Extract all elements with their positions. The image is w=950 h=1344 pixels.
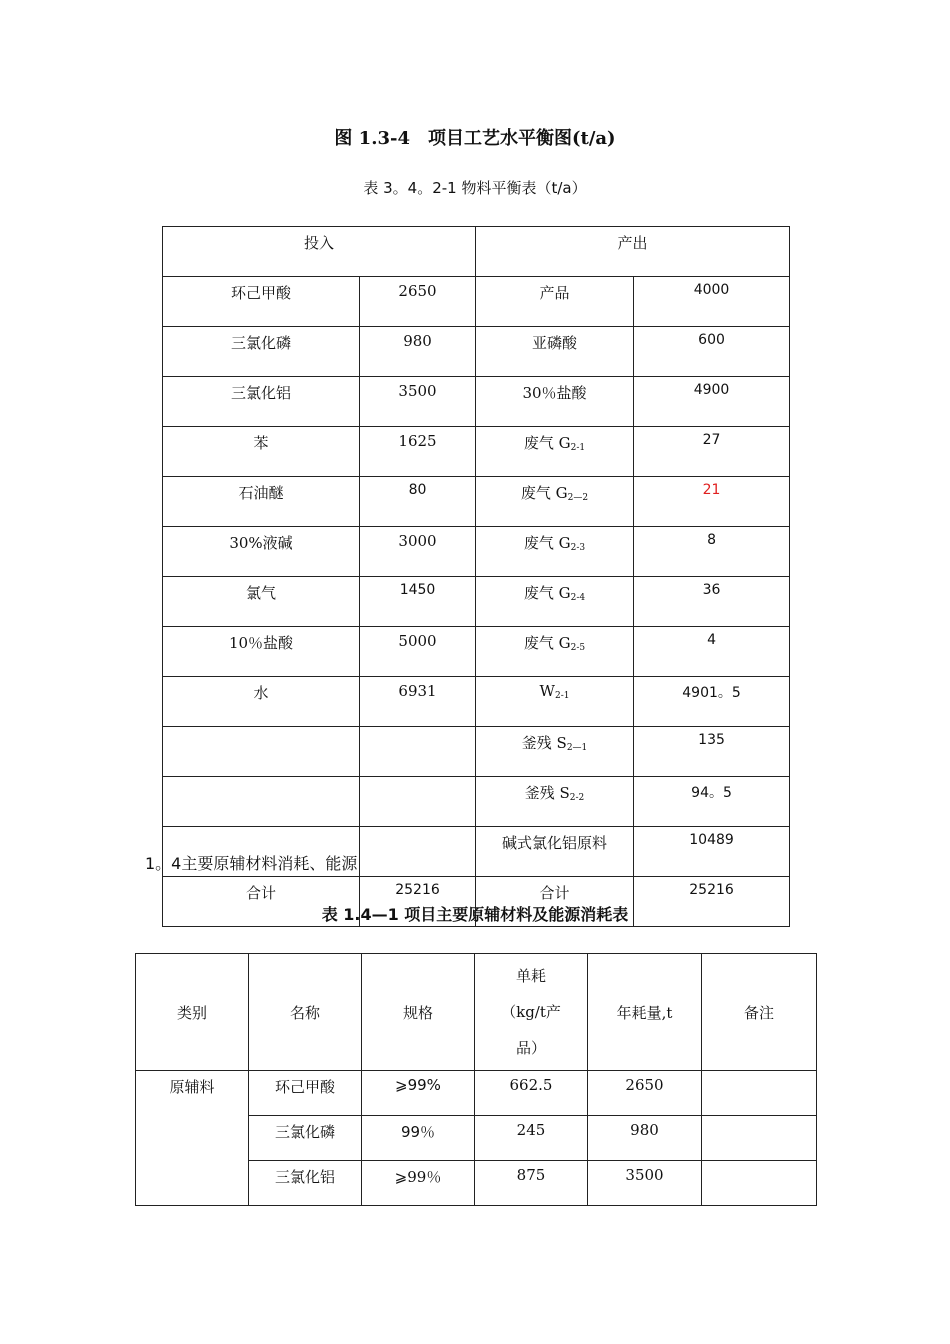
output-value: 10489 bbox=[634, 827, 790, 877]
output-name bbox=[476, 577, 634, 627]
material-name: 环己甲酸 bbox=[249, 1071, 362, 1116]
output-total-value: 25216 bbox=[634, 877, 790, 927]
material-annual: 980 bbox=[588, 1116, 702, 1161]
output-name-sub: 2-1 bbox=[570, 443, 586, 453]
header-unit-consumption bbox=[475, 954, 588, 1071]
output-name-text: 废气 G bbox=[523, 534, 571, 552]
output-value: 4000 bbox=[634, 277, 790, 327]
input-value: 3000 bbox=[360, 527, 476, 577]
input-value bbox=[360, 777, 476, 827]
header-spec: 规格 bbox=[362, 954, 475, 1071]
output-name-sub: 2-2 bbox=[569, 793, 585, 803]
output-name bbox=[476, 327, 634, 377]
table-row bbox=[163, 377, 790, 427]
output-name-text: 废气 G bbox=[520, 484, 568, 502]
material-note bbox=[702, 1071, 817, 1116]
material-unit: 875 bbox=[475, 1161, 588, 1206]
output-name-sub: 2-4 bbox=[570, 593, 586, 603]
input-name: 30%液碱 bbox=[163, 527, 360, 577]
input-value: 1625 bbox=[360, 427, 476, 477]
table1-caption: 表 3。4。2-1 物料平衡表（t/a） bbox=[363, 179, 587, 197]
output-name bbox=[476, 277, 634, 327]
output-name-text: 废气 G bbox=[523, 634, 571, 652]
material-note bbox=[702, 1116, 817, 1161]
header-unit-line2: （kg/t产 bbox=[501, 1003, 561, 1021]
category-cell: 原辅料 bbox=[136, 1071, 249, 1206]
material-spec: ⩾99% bbox=[362, 1071, 475, 1116]
output-name bbox=[476, 727, 634, 777]
table-row bbox=[163, 527, 790, 577]
header-input: 投入 bbox=[163, 227, 476, 277]
header-name: 名称 bbox=[249, 954, 362, 1071]
output-name-text: 碱式氯化铝原料 bbox=[502, 834, 608, 852]
header-annual: 年耗量,t bbox=[588, 954, 702, 1071]
output-name-text: 釜残 S bbox=[521, 734, 567, 752]
output-name-text: 废气 G bbox=[523, 584, 571, 602]
table-row bbox=[163, 777, 790, 827]
table-row bbox=[163, 427, 790, 477]
input-name: 氯气 bbox=[163, 577, 360, 627]
input-value: 3500 bbox=[360, 377, 476, 427]
header-note: 备注 bbox=[702, 954, 817, 1071]
input-value: 5000 bbox=[360, 627, 476, 677]
output-value-highlighted: 21 bbox=[634, 477, 790, 527]
table-row bbox=[163, 327, 790, 377]
output-value: 4 bbox=[634, 627, 790, 677]
material-unit: 662.5 bbox=[475, 1071, 588, 1116]
material-name: 三氯化铝 bbox=[249, 1161, 362, 1206]
output-value: 600 bbox=[634, 327, 790, 377]
output-value: 36 bbox=[634, 577, 790, 627]
section-heading: 1。4主要原辅材料消耗、能源 bbox=[145, 854, 358, 873]
table2-header-row bbox=[136, 954, 817, 1071]
input-name: 水 bbox=[163, 677, 360, 727]
output-value: 8 bbox=[634, 527, 790, 577]
table-row bbox=[163, 277, 790, 327]
header-output: 产出 bbox=[476, 227, 790, 277]
output-value: 94。5 bbox=[634, 777, 790, 827]
output-name bbox=[476, 527, 634, 577]
input-name: 10％盐酸 bbox=[163, 627, 360, 677]
output-name bbox=[476, 427, 634, 477]
input-name: 环己甲酸 bbox=[163, 277, 360, 327]
header-unit-line1: 单耗 bbox=[515, 967, 546, 985]
material-name: 三氯化磷 bbox=[249, 1116, 362, 1161]
header-category: 类别 bbox=[136, 954, 249, 1071]
input-total-label: 合计 bbox=[163, 877, 360, 927]
figure-caption: 图 1.3-4 项目工艺水平衡图(t/a) bbox=[334, 128, 616, 149]
input-name: 苯 bbox=[163, 427, 360, 477]
output-name bbox=[476, 827, 634, 877]
output-value: 4901。5 bbox=[634, 677, 790, 727]
input-value bbox=[360, 727, 476, 777]
table-row bbox=[163, 477, 790, 527]
table-row bbox=[136, 1071, 817, 1116]
output-name-sub: 2—1 bbox=[566, 743, 588, 753]
material-balance-table bbox=[162, 226, 790, 927]
output-name-sub: 2—2 bbox=[567, 493, 589, 503]
output-name bbox=[476, 477, 634, 527]
raw-materials-table bbox=[135, 953, 817, 1206]
input-name bbox=[163, 777, 360, 827]
material-unit: 245 bbox=[475, 1116, 588, 1161]
output-name-sub: 2-3 bbox=[570, 543, 586, 553]
output-name-text: 30％盐酸 bbox=[522, 384, 587, 402]
input-value: 980 bbox=[360, 327, 476, 377]
table-row bbox=[163, 627, 790, 677]
output-name-sub: 2-1 bbox=[554, 691, 570, 701]
output-name bbox=[476, 777, 634, 827]
input-value: 2650 bbox=[360, 277, 476, 327]
input-value: 1450 bbox=[360, 577, 476, 627]
material-annual: 2650 bbox=[588, 1071, 702, 1116]
material-spec: 99％ bbox=[362, 1116, 475, 1161]
table-row bbox=[163, 727, 790, 777]
table1-header-row bbox=[163, 227, 790, 277]
input-value: 80 bbox=[360, 477, 476, 527]
material-note bbox=[702, 1161, 817, 1206]
output-value: 135 bbox=[634, 727, 790, 777]
output-name bbox=[476, 677, 634, 727]
output-value: 27 bbox=[634, 427, 790, 477]
input-name: 三氯化铝 bbox=[163, 377, 360, 427]
output-name-text: 釜残 S bbox=[524, 784, 570, 802]
output-name-text: 产品 bbox=[539, 284, 570, 302]
output-name-sub: 2-5 bbox=[570, 643, 586, 653]
input-name: 石油醚 bbox=[163, 477, 360, 527]
input-name bbox=[163, 727, 360, 777]
output-value: 4900 bbox=[634, 377, 790, 427]
input-total-value: 25216 bbox=[360, 877, 476, 927]
material-annual: 3500 bbox=[588, 1161, 702, 1206]
input-value bbox=[360, 827, 476, 877]
output-name-text: 废气 G bbox=[523, 434, 571, 452]
output-name-text: W bbox=[539, 682, 555, 700]
table-row bbox=[163, 577, 790, 627]
output-name bbox=[476, 627, 634, 677]
table2-caption: 表 1.4—1 项目主要原辅材料及能源消耗表 bbox=[321, 905, 629, 924]
header-unit-line3: 品） bbox=[515, 1039, 546, 1057]
output-name-text: 亚磷酸 bbox=[532, 334, 578, 352]
input-name: 三氯化磷 bbox=[163, 327, 360, 377]
input-value: 6931 bbox=[360, 677, 476, 727]
output-name bbox=[476, 377, 634, 427]
material-spec: ⩾99％ bbox=[362, 1161, 475, 1206]
table-row bbox=[163, 677, 790, 727]
output-name-text: 合计 bbox=[539, 884, 570, 902]
